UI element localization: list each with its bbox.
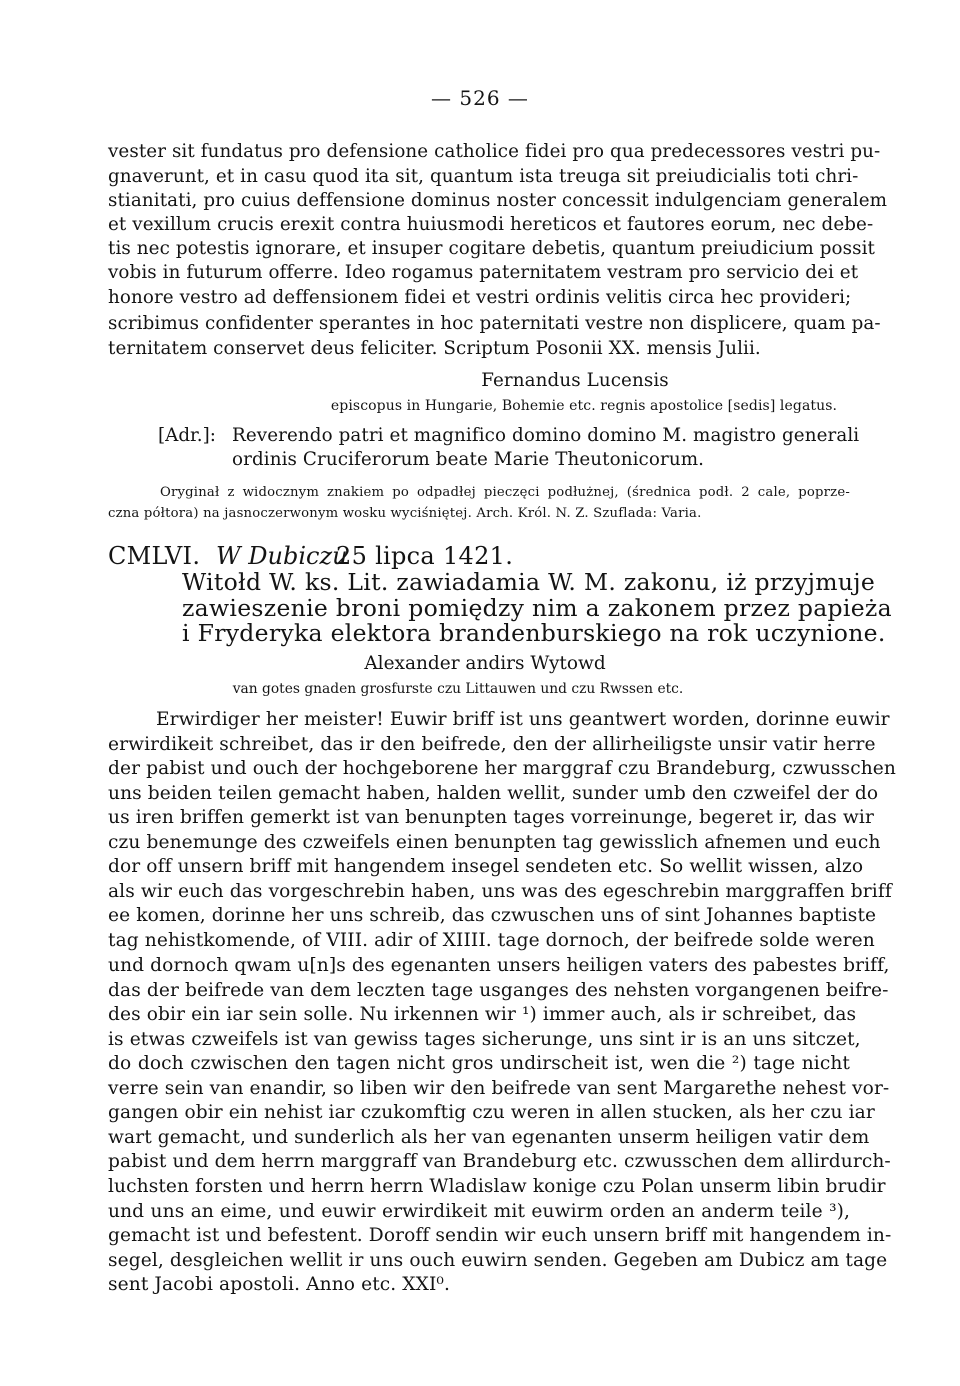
- letter-line: luchsten forsten und herrn herrn Wladislaw konige czu Polan unserm libin brudir: [108, 1176, 886, 1197]
- letter-line: als wir euch das vorgeschrebin haben, uns was des egeschrebin marggraffen briff: [108, 881, 892, 902]
- document-summary-line: Witołd W. ks. Lit. zawiadamia W. M. zakonu, iż przyjmuje: [182, 568, 876, 596]
- letter-line: uns beiden teilen gemacht haben, halden wellit, sunder umb den czweifel der do: [108, 783, 879, 804]
- address-line: ordinis Cruciferorum beate Marie Theutonicorum.: [232, 449, 705, 470]
- letter-line: is etwas czweifels ist van gewiss tages sicherunge, uns sint ir is an uns sitczet,: [108, 1029, 861, 1050]
- letter-line: gangen obir ein nehist iar czukomftig czu weren in allen stucken, als her czu iar: [108, 1102, 875, 1123]
- document-place: W Dubiczu: [216, 542, 348, 570]
- prev-letter-line: stianitati, pro cuius deffensione dominus noster concessit indulgenciam generalem: [108, 190, 888, 211]
- letter-line: dor off unsern briff mit hangendem insegel sendeten etc. So wellit wissen, alzo: [108, 856, 864, 877]
- letter-line: erwirdikeit schreibet, das ir den beifrede, den der allirheiligste unsir vatir herre: [108, 734, 876, 755]
- letter-line: gemacht ist und befestent. Doroff sendin wir euch unsern briff mit hangendem in-: [108, 1225, 892, 1246]
- signature-title: episcopus in Hungarie, Bohemie etc. regnis apostolice [sedis] legatus.: [330, 398, 838, 414]
- prev-letter-line: tis nec potestis ignorare, et insuper cogitare debetis, quantum preiudicium possit: [108, 238, 876, 259]
- letter-line: wart gemacht, und sunderlich als her van egenanten unserm heiligen vatir dem: [108, 1127, 870, 1148]
- sender-title: van gotes gnaden grosfurste czu Littauwen und czu Rwssen etc.: [232, 681, 684, 697]
- prev-letter-line: ternitatem conservet deus feliciter. Scriptum Posonii XX. mensis Julii.: [108, 338, 761, 359]
- document-summary-line: zawieszenie broni pomiędzy nim a zakonem przez papieża: [182, 594, 892, 622]
- signature-name: Fernandus Lucensis: [481, 370, 669, 391]
- letter-line: tag nehistkomende, of VIII. adir of XIIII. tage dornoch, der beifrede solde weren: [108, 930, 875, 951]
- prev-letter-line: gnaverunt, et in casu quod ita sit, quantum ista treuga sit preiudicialis toti chri-: [108, 166, 859, 187]
- letter-line: czu benemunge des czweifels einen benunpten tag gewisslich afnemen und euch: [108, 832, 881, 853]
- letter-line: segel, desgleichen wellit ir uns ouch euwirn senden. Gegeben am Dubicz am tage: [108, 1250, 888, 1271]
- prev-letter-line: et vexillum crucis erexit contra huiusmodi hereticos et fautores eorum, nec debe-: [108, 214, 874, 235]
- letter-line: der pabist und ouch der hochgeborene her marggraf czu Brandeburg, czwusschen: [108, 758, 896, 779]
- letter-line: und dornoch qwam u[n]s des egenanten unsers heiligen vaters des pabestes briff,: [108, 955, 890, 976]
- letter-line: und uns an eime, und euwir erwirdikeit mit euwirm orden an anderm teile ³),: [108, 1201, 850, 1222]
- letter-line: us iren briffen gemerkt ist van benunpten tages vorreinunge, begeret ir, das wir: [108, 807, 874, 828]
- letter-line: verre sein van enandir, so liben wir den beifrede van sent Margarethe nehest vor-: [108, 1078, 890, 1099]
- letter-line: des obir ein iar sein solle. Nu irkennen wir ¹) immer auch, als ir schreibet, das: [108, 1004, 857, 1025]
- document-number: CMLVI.: [108, 542, 201, 570]
- prev-letter-line: scribimus confidenter sperantes in hoc paternitati vestre non displicere, quam pa-: [108, 313, 881, 334]
- document-date: 25 lipca 1421.: [336, 542, 514, 570]
- letter-line: sent Jacobi apostoli. Anno etc. XXI⁰.: [108, 1274, 450, 1295]
- prev-letter-line: honore vestro ad deffensionem fidei et vestri ordinis velitis circa hec provideri;: [108, 287, 852, 308]
- document-summary-line: i Fryderyka elektora brandenburskiego na rok uczynione.: [182, 619, 886, 647]
- address-line: Reverendo patri et magnifico domino domino M. magistro generali: [232, 425, 860, 446]
- letter-line: das der beifrede van dem leczten tage usganges des nehsten vorgangenen beifre-: [108, 980, 889, 1001]
- prev-letter-line: vobis in futurum offerre. Ideo rogamus paternitatem vestram pro servicio dei et: [108, 262, 859, 283]
- address-label: [Adr.]:: [158, 425, 216, 446]
- page-number: — 526 —: [431, 86, 529, 110]
- sender-name: Alexander andirs Wytowd: [364, 653, 606, 674]
- prev-letter-line: vester sit fundatus pro defensione catholice fidei pro qua predecessores vestri pu-: [108, 141, 881, 162]
- letter-line: ee komen, dorinne her uns schreib, das czwuschen uns of sint Johannes baptiste: [108, 905, 877, 926]
- letter-line: Erwirdiger her meister! Euwir briff ist uns geantwert worden, dorinne euwir: [156, 709, 890, 730]
- letter-line: pabist und dem herrn marggraff van Brandeburg etc. czwusschen dem allirdurch-: [108, 1151, 891, 1172]
- archival-note-line: Oryginał z widocznym znakiem po odpadłej pieczęci podłużnej, (średnica podł. 2 cale, poprze-: [160, 485, 850, 500]
- archival-note-line: czna półtora) na jasnoczerwonym wosku wyciśniętej. Arch. Król. N. Z. Szuflada: Varia.: [108, 506, 702, 521]
- letter-line: do doch czwischen den tagen nicht gros undirscheit ist, wen die ²) tage nicht: [108, 1053, 850, 1074]
